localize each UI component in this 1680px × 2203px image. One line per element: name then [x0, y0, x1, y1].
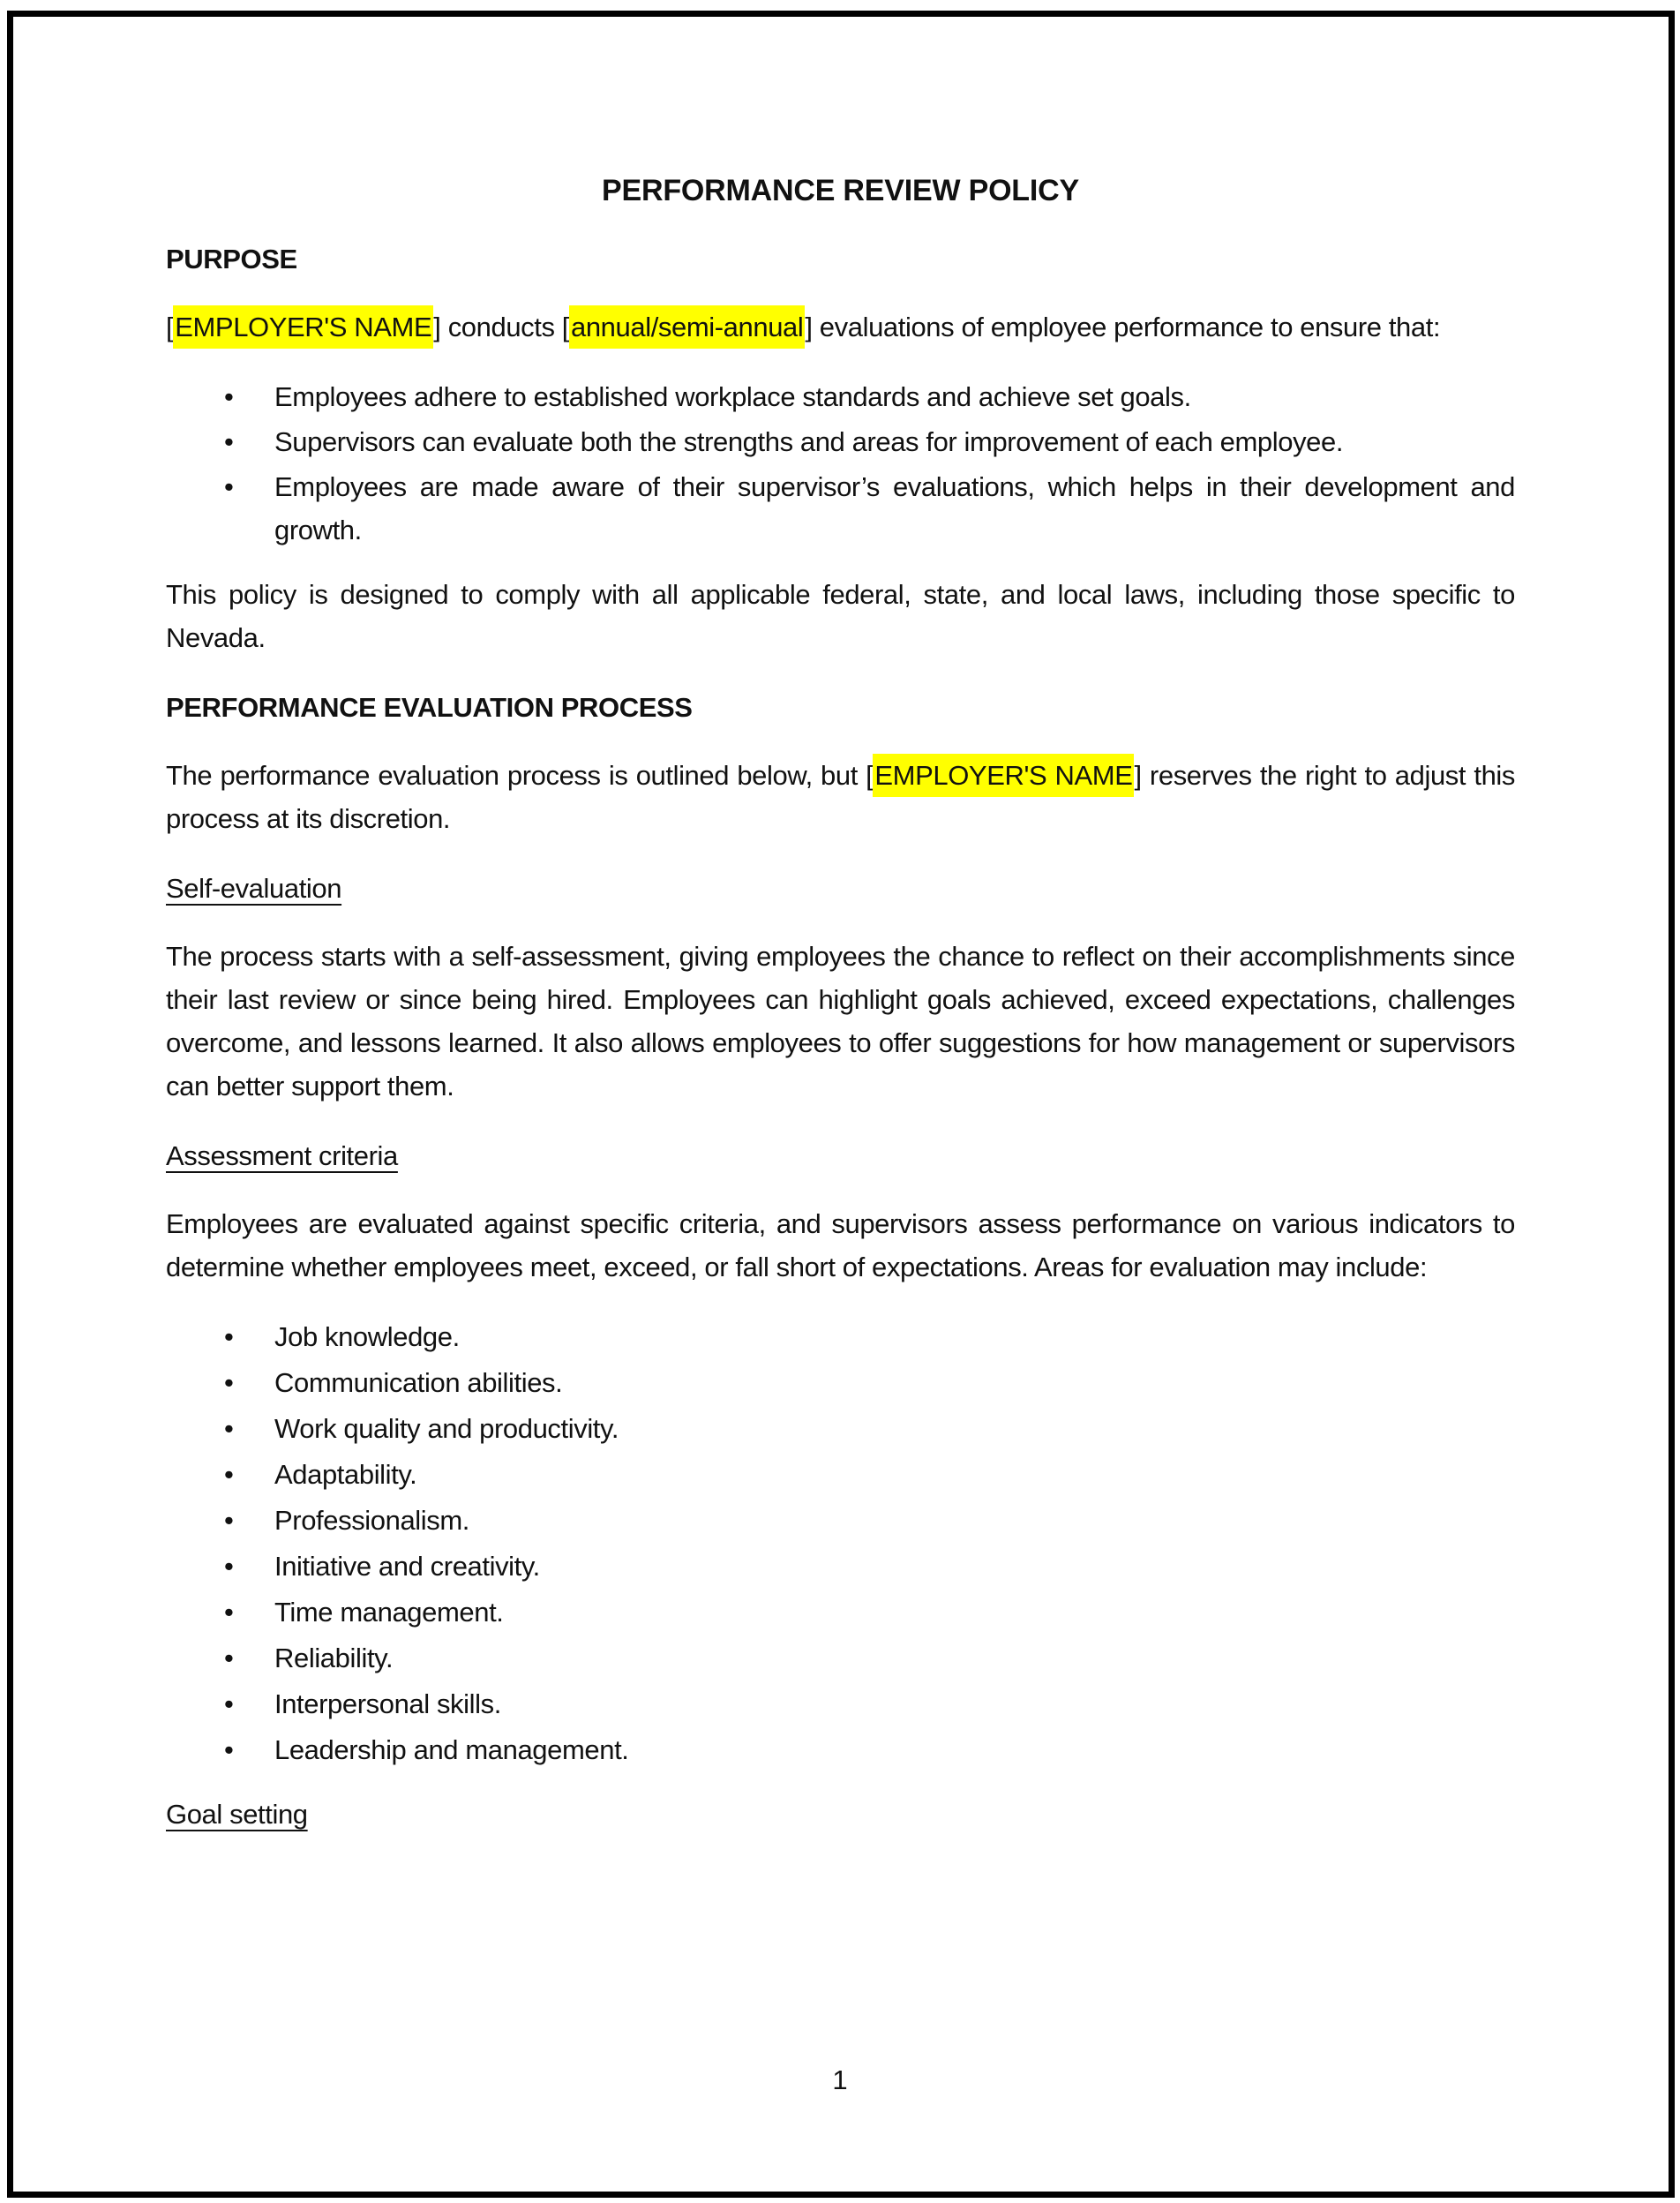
list-item: • Initiative and creativity. — [274, 1545, 1515, 1588]
compliance-paragraph: This policy is designed to comply with all applicable federal, state, and local laws, including those specific to Nevada. — [166, 579, 1515, 653]
document-title: PERFORMANCE REVIEW POLICY — [602, 174, 1079, 207]
document-body — [166, 0, 1515, 1861]
list-item: • Reliability. — [274, 1636, 1515, 1680]
list-item: • Time management. — [274, 1590, 1515, 1634]
list-item: • Interpersonal skills. — [274, 1682, 1515, 1726]
section-heading-purpose: PURPOSE — [166, 244, 297, 274]
subsection-heading-self-evaluation: Self-evaluation — [166, 873, 342, 904]
section-heading-evaluation-process: PERFORMANCE EVALUATION PROCESS — [166, 692, 693, 723]
highlighted-placeholder: EMPLOYER'S NAME — [873, 754, 1134, 797]
text-run: [ — [166, 312, 174, 342]
process-intro-paragraph — [166, 754, 1515, 840]
self-evaluation-paragraph: The process starts with a self-assessment, giving employees the chance to reflect on their accomplishments since their last review or since being hired. Employees can highlight goals achieved, exceed expectations, challenges overcome, and lessons learned. It also allows employees to offer suggestions for how management or supervisors can better support them. — [166, 941, 1515, 1102]
text-run: ] reserves the right to adjust this process at its discretion. — [166, 760, 1516, 834]
list-item: • Communication abilities. — [274, 1361, 1515, 1404]
list-item: • Professionalism. — [274, 1499, 1515, 1542]
assessment-criteria-bullet-list — [166, 1315, 1515, 1771]
purpose-intro-paragraph — [166, 305, 1515, 349]
list-item: • Leadership and management. — [274, 1728, 1515, 1771]
assessment-criteria-paragraph: Employees are evaluated against specific criteria, and supervisors assess performance on various indicators to determine whether employees meet, exceed, or fall short of expectations. Areas for evaluation may include: — [166, 1208, 1515, 1282]
text-run: ] conducts [ — [433, 312, 569, 342]
text-run: The performance evaluation process is outlined below, but [ — [166, 760, 874, 791]
text-run: ] evaluations of employee performance to ensure that: — [805, 312, 1441, 342]
list-item: • Work quality and productivity. — [274, 1407, 1515, 1450]
list-item: • Job knowledge. — [274, 1315, 1515, 1358]
subsection-heading-assessment-criteria: Assessment criteria — [166, 1140, 398, 1171]
list-item: • Adaptability. — [274, 1453, 1515, 1496]
purpose-bullet-list — [166, 375, 1515, 552]
list-item: • Supervisors can evaluate both the strengths and areas for improvement of each employee. — [274, 420, 1515, 463]
list-item: • Employees are made aware of their supervisor’s evaluations, which helps in their development and growth. — [274, 465, 1515, 552]
highlighted-placeholder: EMPLOYER'S NAME — [173, 305, 433, 349]
subsection-heading-goal-setting: Goal setting — [166, 1799, 308, 1830]
page-number: 1 — [832, 2064, 848, 2095]
highlighted-placeholder: annual/semi-annual — [569, 305, 805, 349]
list-item: • Employees adhere to established workplace standards and achieve set goals. — [274, 375, 1515, 418]
